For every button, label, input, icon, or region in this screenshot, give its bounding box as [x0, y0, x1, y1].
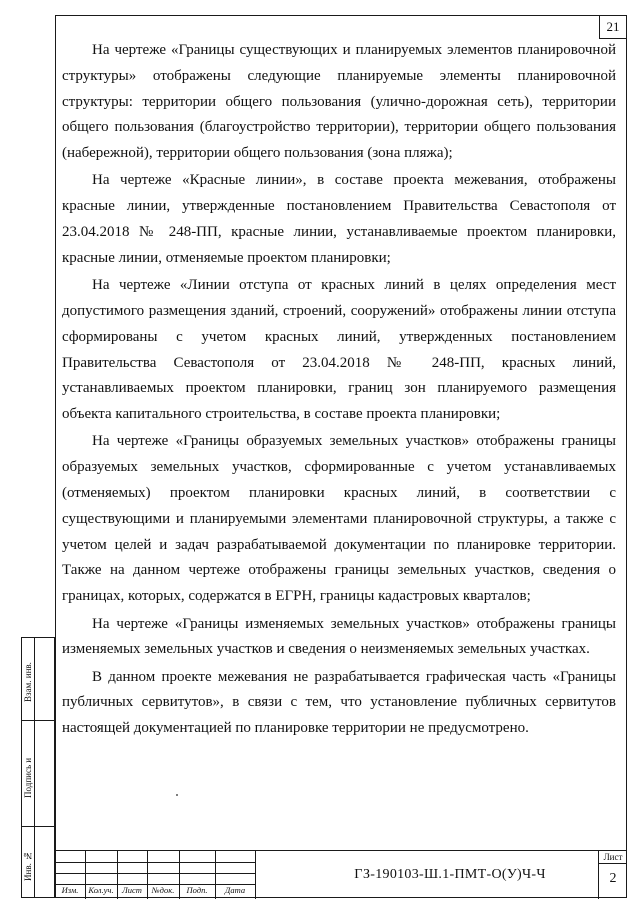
paragraph-6: В данном проекте межевания не разрабатывается графическая часть «Границы публичных сервитутов», в связи с тем, что установление публичных сервитутов настоящей документацией по планировке территории не предусмотрено.	[62, 668, 616, 737]
header-date: Дата	[224, 885, 246, 895]
paragraph-1: На чертеже «Границы существующих и планируемых элементов планировочной структуры» отображены следующие планируемые элементы планировочной структуры: территории общего пользования (улично-дорожная сеть), территории общего пользования (благоустройство территории), территории общего пользования (набережной), территории общего пользования (зона пляжа);	[62, 42, 616, 162]
paragraph-3: На чертеже «Линии отступа от красных линий в целях определения мест допустимого размещения зданий, строений, сооружений» отображены линии отступа сформированы с учетом красных линий, утвержденных постановлением Правительства Севастополя от 23.04.2018 № 248-ПП, красных линий, устанавливаемых проектом планировки, границ зон планируемого размещения объекта капитального строительства, в составе проекта планировки;	[62, 277, 616, 423]
header-count: Кол.уч.	[88, 885, 114, 895]
paragraph-5: На чертеже «Границы изменяемых земельных участков» отображены границы изменяемых земельных участков и сведения о неизменяемых земельных участках.	[62, 615, 616, 658]
side-stamp	[21, 637, 55, 898]
page-number: 21	[599, 15, 627, 39]
paragraph-2: На чертеже «Красные линии», в составе проекта межевания, отображены красные линии, утвержденные постановлением Правительства Севастополя от 23.04.2018 № 248-ПП, красные линии, устанавливаемые проектом планировки, красные линии, отменяемые проектом планировки;	[62, 172, 616, 266]
side-stamp-label-signature: Подпись и	[23, 757, 33, 799]
header-signature: Подп.	[186, 885, 208, 895]
sheet-label: Лист	[599, 852, 627, 864]
header-sheet: Лист	[122, 885, 142, 895]
scan-speck	[176, 794, 178, 796]
sheet-box	[598, 851, 627, 899]
document-body	[62, 38, 616, 744]
grid-line	[255, 851, 256, 899]
side-stamp-row-line	[22, 720, 54, 721]
side-stamp-label-replaced: Взам. инв.	[23, 662, 33, 702]
revision-grid	[55, 851, 255, 899]
title-block	[55, 850, 627, 899]
document-code: ГЗ-190103-Ш.1-ПМТ-О(У)Ч-Ч	[354, 867, 546, 882]
header-change: Изм.	[61, 885, 79, 895]
sheet-number: 2	[609, 871, 617, 886]
side-stamp-label-inventory: Инв. №	[23, 850, 33, 881]
header-doc-number: №док.	[151, 885, 175, 895]
paragraph-4: На чертеже «Границы образуемых земельных участков» отображены границы образуемых земельных участков, сформированные с учетом устанавливаемых (отменяемых) проектом планировки красных линий, в соответствии с существующими и планируемыми элементами планировочной структуры, а также с учетом целей и задач разрабатываемой документации по планировке территории. Также на данном чертеже отображены границы земельных участков, сведения о границах, которых, содержатся в ЕГРН, границы кадастровых кварталов;	[62, 433, 616, 605]
side-stamp-row-line	[22, 826, 54, 827]
